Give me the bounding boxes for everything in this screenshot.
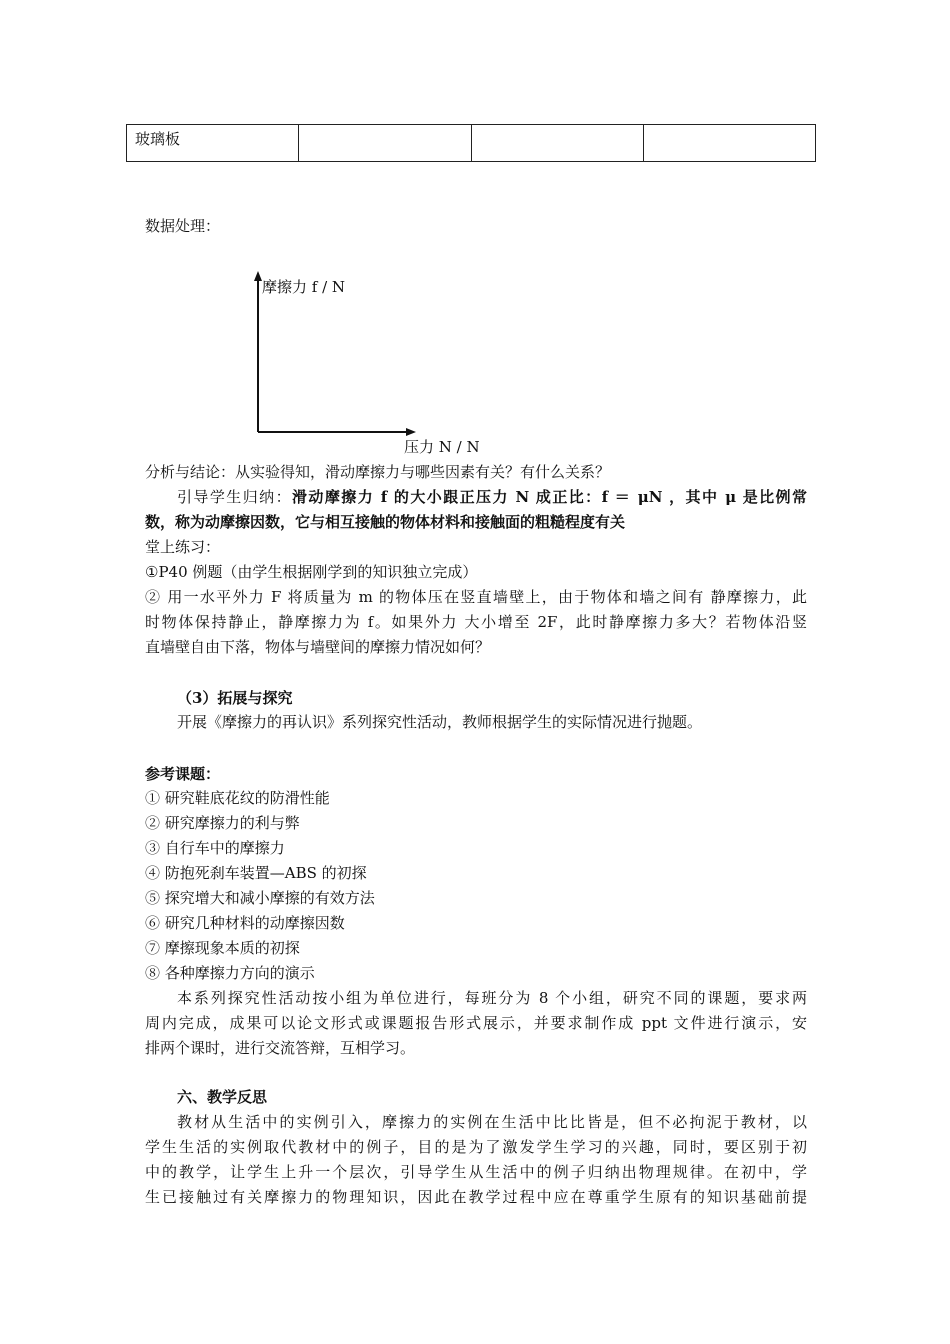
data-processing-label: 数据处理： — [145, 217, 221, 235]
topic-item: ⑤ 探究增大和减小摩擦的有效方法 — [145, 889, 375, 907]
topic-item: ① 研究鞋底花纹的防滑性能 — [145, 789, 330, 807]
practice-item-2-line-2: 时物体保持静止，静摩擦力为 f。如果外力 大小增至 2F，此时静摩擦力多大？若物体沿竖 — [145, 613, 807, 631]
practice-item-2-line-1: ② 用一水平外力 F 将质量为 m 的物体压在竖直墙壁上，由于物体和墙之间有 静摩擦力，此 — [145, 588, 807, 606]
reflection-line-1-text: 教材从生活中的实例引入，摩擦力的实例在生活中比比皆是，但不必拘泥于教材，以 — [177, 1113, 807, 1131]
guide-line-1 — [145, 485, 807, 510]
practice-title: 堂上练习： — [145, 538, 221, 556]
guide-bold-1: 滑动摩擦力 f 的大小跟正压力 N 成正比：f ＝ μN ，其中 μ 是比例常 — [292, 488, 807, 506]
x-axis-arrow — [406, 428, 416, 436]
y-axis-arrow — [254, 271, 262, 281]
reflection-line-2: 学生生活的实例取代教材中的例子，目的是为了激发学生学习的兴趣，同时，要区别于初 — [145, 1138, 807, 1156]
table-row — [127, 125, 816, 162]
topic-item: ④ 防抱死刹车装置—ABS 的初探 — [145, 864, 367, 882]
table-cell — [471, 125, 643, 162]
y-axis-label: 摩擦力 f / N — [262, 278, 346, 296]
data-table — [126, 124, 816, 162]
reflection-line-1 — [145, 1110, 807, 1135]
table-cell — [299, 125, 471, 162]
topic-item: ⑥ 研究几种材料的动摩擦因数 — [145, 914, 345, 932]
activity-line-1 — [145, 986, 807, 1011]
practice-item-1: ①P40 例题（由学生根据刚学到的知识独立完成） — [145, 563, 478, 581]
x-axis-label: 压力 N / N — [404, 438, 480, 456]
activity-line-3: 排两个课时，进行交流答辩，互相学习。 — [145, 1039, 416, 1057]
section3-text: 开展《摩擦力的再认识》系列探究性活动，教师根据学生的实际情况进行抛题。 — [177, 713, 703, 731]
section3-title: （3）拓展与探究 — [177, 689, 293, 707]
guide-prefix: 引导学生归纳： — [177, 488, 292, 506]
table-cell — [643, 125, 815, 162]
analysis-text: 分析与结论：从实验得知，滑动摩擦力与哪些因素有关？有什么关系？ — [145, 463, 611, 481]
reflection-line-4: 生已接触过有关摩擦力的物理知识，因此在教学过程中应在尊重学生原有的知识基础前提 — [145, 1188, 807, 1206]
reflection-line-3: 中的教学，让学生上升一个层次，引导学生从生活中的例子归纳出物理规律。在初中，学 — [145, 1163, 807, 1181]
table-cell-material: 玻璃板 — [127, 125, 299, 162]
topic-item: ⑧ 各种摩擦力方向的演示 — [145, 964, 315, 982]
guide-bold-2: 数，称为动摩擦因数，它与相互接触的物体材料和接触面的粗糙程度有关 — [145, 513, 626, 531]
topics-title: 参考课题： — [145, 765, 221, 783]
activity-line-1-text: 本系列探究性活动按小组为单位进行，每班分为 8 个小组，研究不同的课题，要求两 — [177, 989, 807, 1007]
section6-title: 六、教学反思 — [177, 1088, 268, 1106]
practice-item-2-line-3: 直墙壁自由下落，物体与墙壁间的摩擦力情况如何？ — [145, 638, 491, 656]
topic-item: ③ 自行车中的摩擦力 — [145, 839, 285, 857]
activity-line-2: 周内完成，成果可以论文形式或课题报告形式展示，并要求制作成 ppt 文件进行演示，安 — [145, 1014, 807, 1032]
topic-item: ⑦ 摩擦现象本质的初探 — [145, 939, 300, 957]
topic-item: ② 研究摩擦力的利与弊 — [145, 814, 300, 832]
